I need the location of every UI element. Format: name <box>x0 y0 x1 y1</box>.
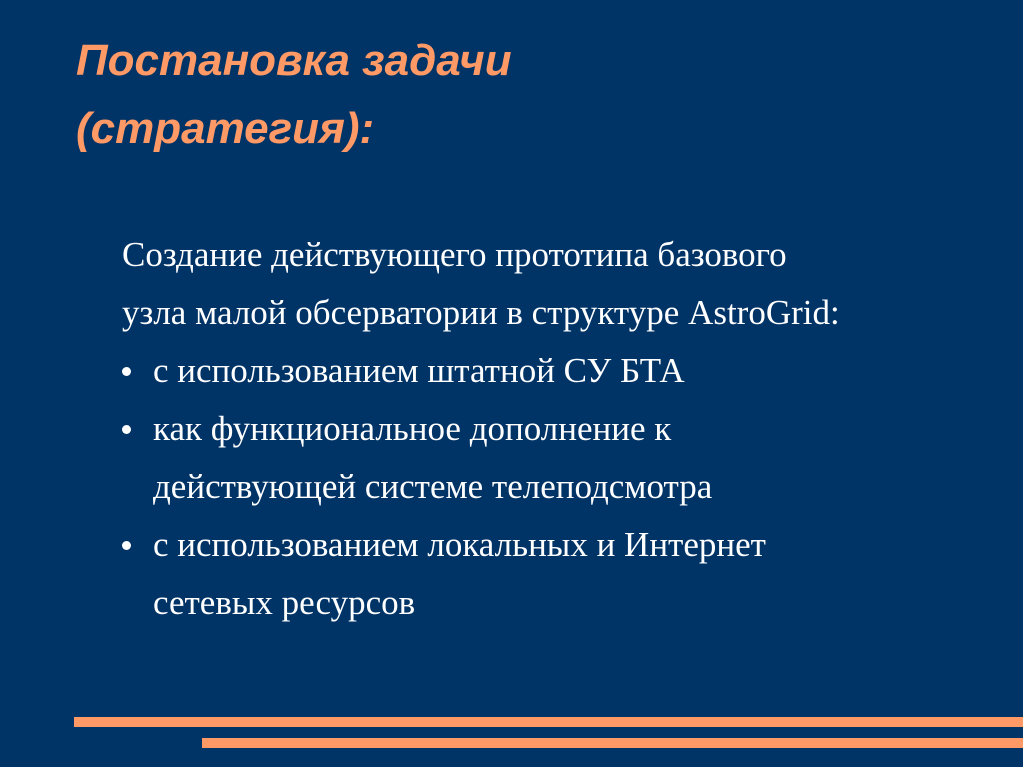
decorative-bar-bottom <box>202 738 1023 748</box>
bullet-line: действующей системе телеподсмотра <box>153 467 713 506</box>
bullet-item <box>122 400 1002 516</box>
slide-title-line: Постановка задачи <box>76 36 512 85</box>
bullet-dot-icon <box>122 541 131 550</box>
bullet-dot-icon <box>122 367 131 376</box>
decorative-bar-top <box>74 717 1023 727</box>
bullet-item <box>122 516 1002 632</box>
bullet-list <box>122 342 1002 632</box>
bullet-item <box>122 342 1002 400</box>
bullet-line: как функциональное дополнение к <box>153 409 672 448</box>
intro-line: Создание действующего прототипа базового <box>122 235 787 274</box>
intro-paragraph <box>122 226 1002 342</box>
bullet-line: с использованием штатной СУ БТА <box>153 351 685 390</box>
slide-title <box>76 27 976 163</box>
bullet-line: с использованием локальных и Интернет <box>153 525 766 564</box>
intro-line: узла малой обсерватории в структуре AstroGrid: <box>122 293 840 332</box>
slide-body <box>122 226 1002 632</box>
slide-title-line: (стратегия): <box>76 104 375 153</box>
bullet-dot-icon <box>122 425 131 434</box>
bullet-line: сетевых ресурсов <box>153 583 416 622</box>
